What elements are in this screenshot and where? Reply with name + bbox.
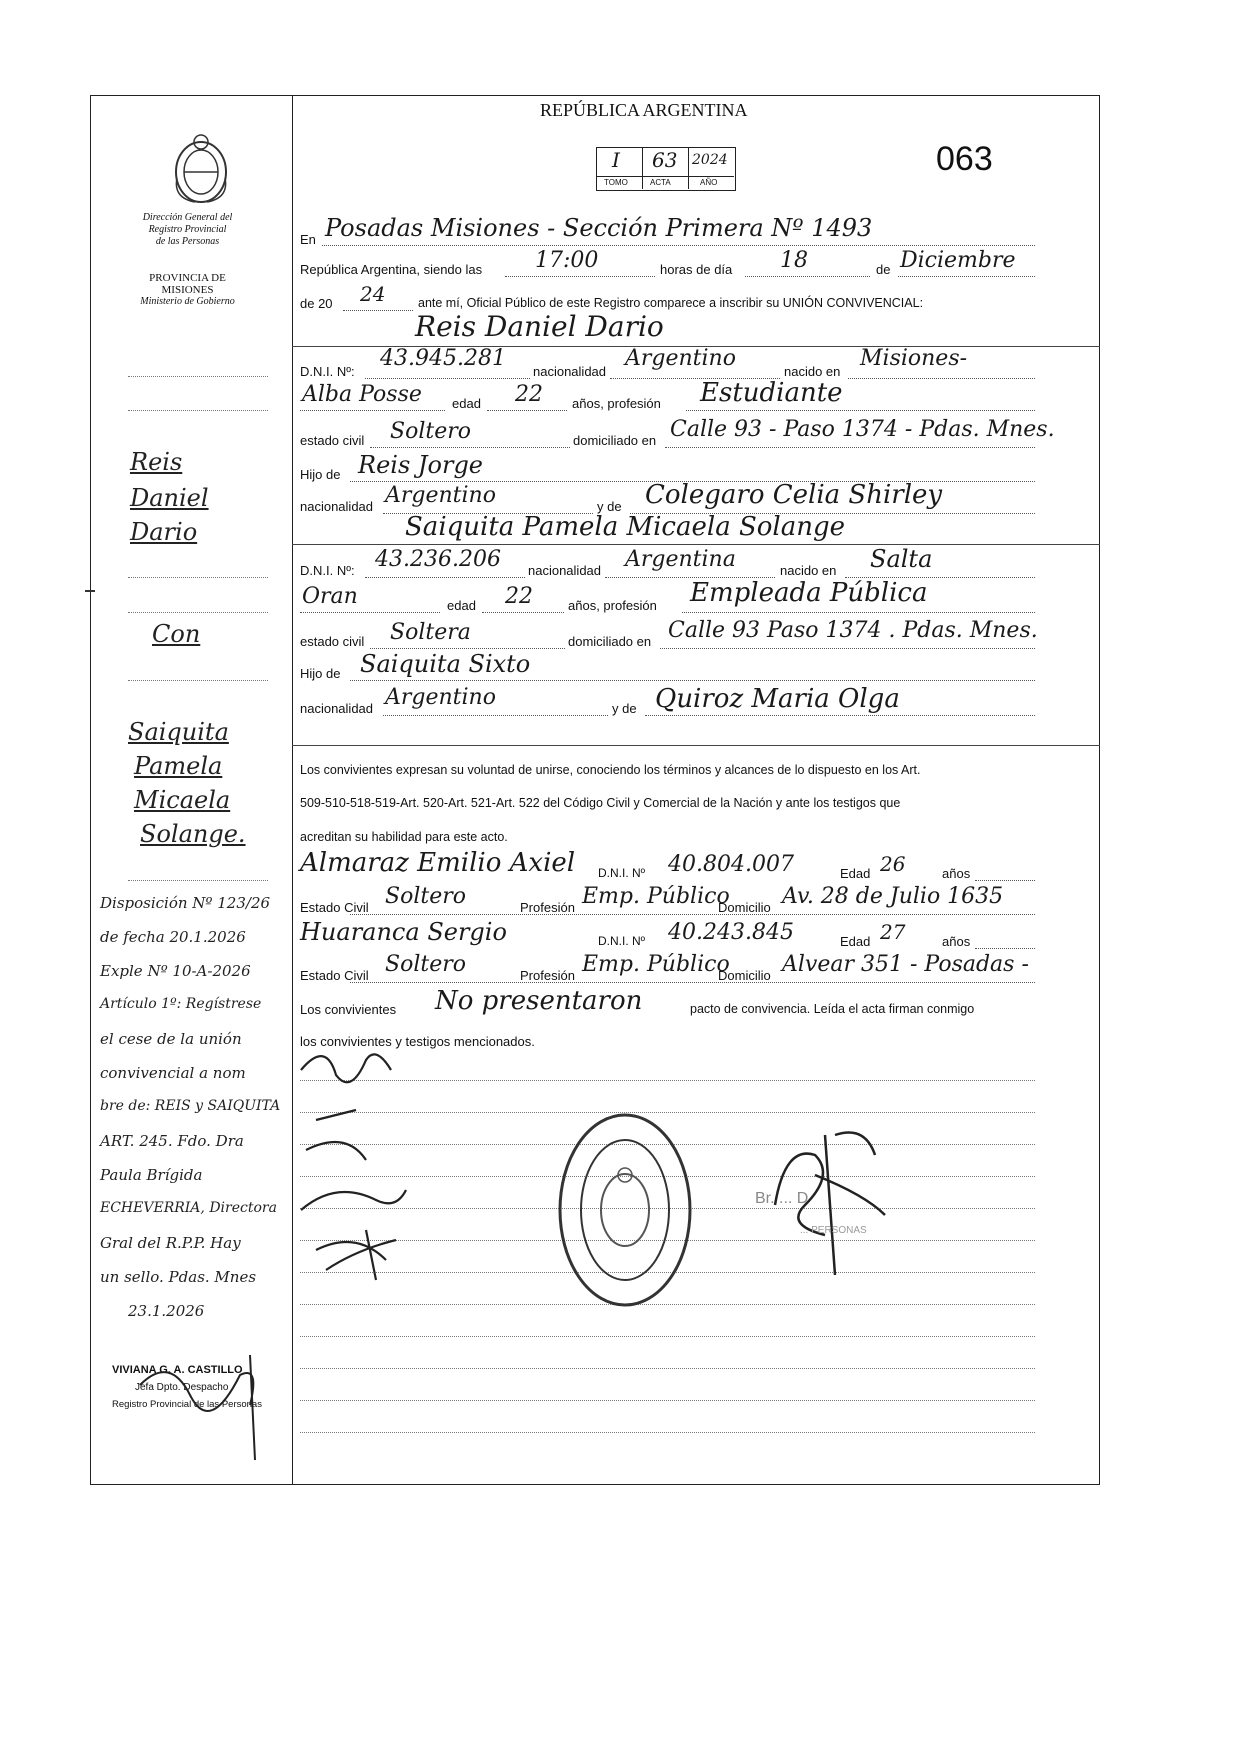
p2-yde-label: y de [612, 701, 637, 716]
w1-profesion-label: Profesión [520, 900, 575, 915]
p2-estado-label: estado civil [300, 634, 365, 649]
p2-nacionalidad: Argentina [625, 547, 736, 572]
agency-line2: Registro Provincial [148, 224, 227, 235]
p2-nacido-label: nacido en [780, 563, 837, 578]
w2-profesion: Emp. Público [582, 952, 730, 977]
rep-label: República Argentina, siendo las [300, 262, 483, 277]
w1-dni: 40.804.007 [668, 852, 794, 877]
p1-madre: Colegaro Celia Shirley [645, 480, 943, 510]
time-value: 17:00 [535, 248, 599, 273]
section-divider-2 [292, 544, 1100, 545]
p2-edad: 22 [505, 584, 533, 609]
closing-pacto: No presentaron [435, 986, 643, 1016]
margin-stamp-name: VIVIANA G. A. CASTILLO [112, 1364, 243, 1376]
margin-note-8: Paula Brígida [100, 1166, 203, 1184]
margin-note-10: Gral del R.P.P. Hay [100, 1234, 241, 1252]
p1-padre: Reis Jorge [358, 451, 484, 479]
margin-name1-1: Daniel [130, 484, 209, 512]
margin-name2-3: Solange. [140, 820, 246, 848]
month-value: Diciembre [900, 248, 1016, 273]
province-line1: PROVINCIA DE [149, 272, 226, 284]
p2-estado: Soltera [390, 620, 471, 645]
p1-dni-label: D.N.I. Nº: [300, 364, 355, 379]
day-value: 18 [780, 248, 808, 273]
w1-profesion: Emp. Público [582, 884, 730, 909]
acta-label: ACTA [650, 178, 671, 187]
w1-estado: Soltero [385, 884, 466, 909]
tomo-value: I [612, 148, 620, 172]
signature-1 [296, 1040, 416, 1100]
margin-note-2: Exple Nº 10-A-2026 [100, 962, 251, 980]
w1-edad: 26 [880, 852, 906, 876]
margin-name2-0: Saiquita [128, 718, 229, 746]
place-value: Posadas Misiones - Sección Primera Nº 1493 [325, 214, 873, 242]
margin-note-7: ART. 245. Fdo. Dra [100, 1132, 244, 1150]
p1-estado-label: estado civil [300, 433, 365, 448]
margin-note-6: bre de: REIS y SAIQUITA [100, 1098, 281, 1114]
margin-note-11: un sello. Pdas. Mnes [100, 1268, 257, 1286]
w2-dni: 40.243.845 [668, 920, 794, 945]
p2-hijo-label: Hijo de [300, 666, 341, 681]
coat-of-arms-icon [165, 128, 237, 208]
margin-stamp-role: Jefa Dpto. Despacho [135, 1382, 229, 1393]
p1-domicilio: Calle 93 - Paso 1374 - Pdas. Mnes. [670, 417, 1055, 442]
p1-nacionalidad: Argentino [625, 346, 736, 371]
p1-anios-label: años, profesión [572, 396, 661, 411]
p2-edad-label: edad [447, 598, 476, 613]
p1-nacionalidad-label: nacionalidad [533, 364, 607, 379]
p2-domicilio: Calle 93 Paso 1374 . Pdas. Mnes. [668, 618, 1038, 643]
p2-domicilio-label: domiciliado en [568, 634, 652, 649]
section-divider-3 [292, 745, 1100, 746]
w1-dni-label: D.N.I. Nº [598, 866, 646, 880]
year-prefix: de 20 [300, 296, 333, 311]
p2-dni-label: D.N.I. Nº: [300, 563, 355, 578]
body-text-3: acreditan su habilidad para este acto. [300, 830, 508, 844]
acta-value: 63 [652, 148, 678, 172]
p2-dni: 43.236.206 [375, 547, 501, 572]
p1-domicilio-label: domiciliado en [573, 433, 657, 448]
de-label: de [876, 262, 891, 277]
p2-nacionalidad-label: nacionalidad [528, 563, 602, 578]
w2-profesion-label: Profesión [520, 968, 575, 983]
signature-stamp-org: ... PERSONAS [800, 1225, 867, 1236]
margin-name1-2: Dario [130, 518, 198, 546]
p2-anios-label: años, profesión [568, 598, 657, 613]
p1-estado: Soltero [390, 419, 471, 444]
w2-dni-label: D.N.I. Nº [598, 934, 646, 948]
p2-padre-nac: Argentino [385, 685, 496, 710]
closing-line2: los convivientes y testigos mencionados. [300, 1034, 535, 1049]
p2-nac-label: nacionalidad [300, 701, 374, 716]
country-title: REPÚBLICA ARGENTINA [540, 100, 748, 120]
margin-stamp-org: Registro Provincial de las Personas [112, 1399, 262, 1410]
p1-dni: 43.945.281 [380, 346, 506, 371]
tomo-label: TOMO [604, 178, 628, 187]
w2-name: Huaranca Sergio [300, 918, 507, 946]
p1-edad-label: edad [452, 396, 481, 411]
official-seal [550, 1105, 700, 1315]
anio-label: AÑO [700, 178, 718, 187]
p2-madre: Quiroz Maria Olga [655, 684, 900, 714]
province-line2: MISIONES [161, 284, 214, 296]
margin-note-1: de fecha 20.1.2026 [100, 928, 246, 946]
agency-line3: de las Personas [155, 236, 220, 247]
province-block [110, 272, 265, 308]
p2-nacido2: Oran [302, 584, 358, 609]
signature-stamp-name: Br. ... D [755, 1190, 809, 1207]
w2-edad: 27 [880, 920, 906, 944]
w1-edad-label: Edad [840, 866, 871, 881]
p1-nacido2: Alba Posse [302, 382, 422, 407]
w1-estado-label: Estado Civil [300, 900, 369, 915]
margin-con: Con [152, 620, 201, 648]
margin-note-9: ECHEVERRIA, Directora [100, 1200, 277, 1216]
p1-nac-label: nacionalidad [300, 499, 374, 514]
margin-note-5: convivencial a nom [100, 1064, 246, 1082]
p1-yde-label: y de [597, 499, 622, 514]
p1-padre-nac: Argentino [385, 483, 496, 508]
p2-profesion: Empleada Pública [690, 578, 928, 608]
w1-domicilio: Av. 28 de Julio 1635 [782, 884, 1004, 909]
w2-domicilio-label: Domicilio [718, 968, 771, 983]
w2-estado-label: Estado Civil [300, 968, 369, 983]
margin-signature [110, 1345, 290, 1465]
person2-name: Saiquita Pamela Micaela Solange [405, 512, 846, 542]
margin-note-12: 23.1.2026 [128, 1302, 205, 1320]
w1-name: Almaraz Emilio Axiel [300, 848, 576, 878]
w2-anios-label: años [942, 934, 971, 949]
agency-block [110, 212, 265, 248]
margin-name1-0: Reis [130, 448, 183, 476]
p2-nacido: Salta [870, 545, 933, 573]
w1-domicilio-label: Domicilio [718, 900, 771, 915]
closing-suffix: pacto de convivencia. Leída el acta firman conmigo [690, 1002, 975, 1016]
closing-prefix: Los convivientes [300, 1002, 397, 1017]
margin-name2-2: Micaela [134, 786, 231, 814]
margin-note-3: Artículo 1º: Regístrese [100, 996, 262, 1012]
p1-nacido: Misiones- [860, 346, 968, 371]
person1-name: Reis Daniel Dario [415, 310, 664, 343]
w1-anios-label: años [942, 866, 971, 881]
p1-hijo-label: Hijo de [300, 467, 341, 482]
hours-label: horas de día [660, 262, 733, 277]
signature-2 [296, 1100, 436, 1290]
margin-note-4: el cese de la unión [100, 1030, 242, 1048]
en-label: En [300, 232, 316, 247]
page-number: 063 [936, 140, 993, 178]
w2-edad-label: Edad [840, 934, 871, 949]
ministry: Ministerio de Gobierno [140, 296, 235, 307]
p2-padre: Saiquita Sixto [360, 650, 531, 678]
statement: ante mí, Oficial Público de este Registro comparece a inscribir su UNIÓN CONVIVENCIAL: [418, 296, 924, 310]
margin-name2-1: Pamela [134, 752, 223, 780]
p1-nacido-label: nacido en [784, 364, 841, 379]
anio-value: 2024 [692, 152, 728, 168]
p1-edad: 22 [515, 382, 543, 407]
agency-line1: Dirección General del [142, 212, 233, 223]
p1-profesion: Estudiante [700, 378, 843, 408]
w2-domicilio: Alvear 351 - Posadas - [782, 952, 1029, 977]
w2-estado: Soltero [385, 952, 466, 977]
margin-divider [292, 95, 293, 1485]
margin-note-0: Disposición Nº 123/26 [100, 894, 271, 912]
year-suffix: 24 [360, 282, 386, 306]
body-text-1: Los convivientes expresan su voluntad de unirse, conociendo los términos y alcances de lo dispuesto en los Art. [300, 763, 921, 777]
body-text-2: 509-510-518-519-Art. 520-Art. 521-Art. 522 del Código Civil y Comercial de la Nación y ante los testigos que [300, 796, 901, 810]
